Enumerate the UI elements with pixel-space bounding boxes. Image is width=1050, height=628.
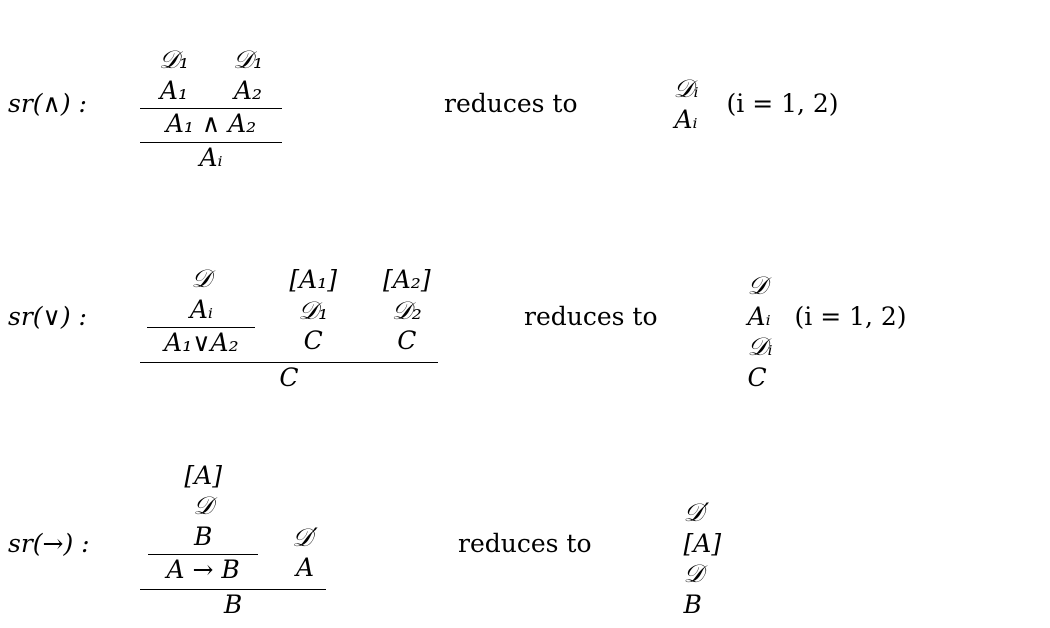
derivation-sr-and-left — [140, 45, 282, 173]
derivation-symbol-d1-a: 𝒟₁ — [158, 45, 189, 74]
formula-b-right: B — [683, 589, 702, 619]
derivation-sr-implies-left — [140, 461, 326, 621]
derivation-symbol-d1: 𝒟₁ — [298, 295, 329, 325]
formula-b-conclusion: B — [223, 589, 243, 619]
derivation-symbol-d-right: 𝒟 — [683, 559, 704, 588]
derivation-symbol-d-prime: 𝒟′ — [292, 522, 318, 552]
assumption-a1: [A₁] — [289, 265, 337, 294]
reduces-to-text-2: reduces to — [524, 302, 658, 331]
condition-sr-or: (i = 1, 2) — [794, 302, 907, 331]
derivation-symbol-d: 𝒟 — [191, 264, 212, 293]
rule-sr-implies — [8, 420, 721, 620]
formula-ai: Aᵢ — [189, 294, 213, 324]
case-column-2 — [383, 265, 431, 359]
reduces-to-text-3: reduces to — [458, 529, 592, 558]
assumption-a-right: [A] — [683, 528, 722, 558]
formula-c-right: C — [747, 362, 767, 392]
derivation-sr-or-left — [140, 264, 438, 393]
derivation-symbol-di: 𝒟ᵢ — [673, 74, 699, 103]
derivation-symbol-d1-b: 𝒟₁ — [233, 45, 264, 74]
formula-ai-right: Aᵢ — [674, 104, 698, 134]
derivation-symbol-di-right: 𝒟ᵢ — [747, 332, 773, 361]
premise-group — [147, 264, 430, 359]
rule-label-sr-or: sr(∨) : — [8, 302, 87, 331]
derivation-sr-or-right — [748, 271, 773, 393]
minor-premise-column — [292, 523, 318, 586]
implication-premise-column — [148, 461, 258, 586]
assumption-a2: [A₂] — [383, 265, 431, 294]
rule-label-sr-and: sr(∧) : — [8, 89, 87, 118]
derivation-symbol-d-prime-right: 𝒟′ — [683, 498, 710, 527]
formula-a1: A₁ — [159, 75, 188, 105]
derivation-symbol-d2: 𝒟₂ — [391, 295, 422, 325]
formula-a-minor: A — [295, 553, 315, 582]
formula-c-case1: C — [303, 326, 323, 355]
premise-column-2 — [228, 45, 268, 106]
premise-group — [148, 461, 318, 586]
disjunction-premise-column — [147, 264, 255, 359]
derivation-sr-and-right — [674, 74, 699, 135]
reduces-to-text-1: reduces to — [444, 89, 578, 118]
formula-a1-or-a2: A₁∨A₂ — [164, 328, 239, 357]
formula-a-implies-b: A → B — [166, 555, 240, 584]
premise-column-1 — [154, 45, 194, 106]
formula-a2: A₂ — [234, 75, 263, 105]
formula-a1-and-a2: A₁ ∧ A₂ — [165, 109, 257, 138]
case-column-1 — [289, 265, 337, 359]
assumption-a: [A] — [184, 460, 222, 490]
rule-sr-or — [8, 218, 907, 393]
derivation-symbol-d: 𝒟 — [193, 491, 214, 520]
derivation-symbol-d-right: 𝒟 — [747, 271, 768, 300]
formula-c-case2: C — [397, 326, 417, 355]
rule-label-sr-implies: sr(→) : — [8, 529, 90, 558]
condition-sr-and: (i = 1, 2) — [726, 89, 839, 118]
derivation-sr-implies-right — [684, 498, 722, 620]
formula-b-premise: B — [193, 521, 213, 551]
formula-ai-conclusion: Aᵢ — [199, 142, 223, 172]
formula-ai-right: Aᵢ — [747, 301, 771, 331]
rule-sr-and — [8, 8, 839, 173]
formula-c-conclusion: C — [279, 362, 299, 392]
premise-group — [154, 45, 268, 106]
